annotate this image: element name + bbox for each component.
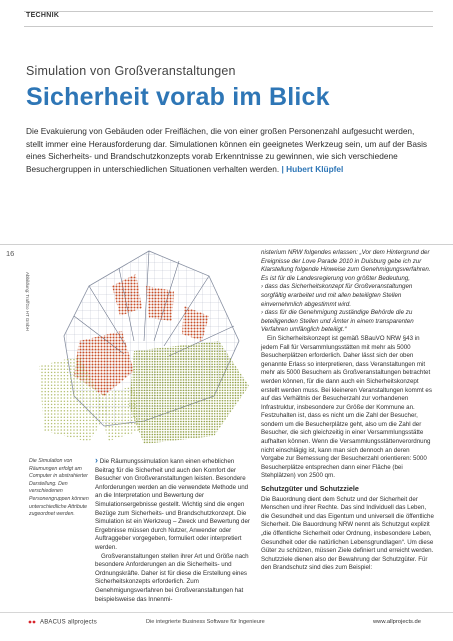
- logo-icon: [28, 619, 38, 625]
- subheading: Schutzgüter und Schutzziele: [261, 484, 359, 494]
- section-header-bar: [24, 11, 433, 27]
- article-lead: [26, 125, 431, 175]
- image-credit: [22, 272, 30, 392]
- author-name: | Hubert Klüpfel: [281, 163, 344, 174]
- paragraph: Ein Sicherheitskonzept ist gemäß SBauVO NRW §43 in jedem Fall für Versammlungsstätten mit mehr als 5000 Besucherplätzen erforderlich. Daher lässt sich der oben genannte Erlass so interpretieren, dass Veranstaltungen mit mehr als 5000 Besuchern als Großveranstaltungen betrachtet werden können, für die dann auch ein Sicherheitskonzept erstellt werden muss. Bei kleineren Veranstaltungen kommt es auf das Verhältnis der Besucherzahl zur vorhandenen Infrastruktur, insbesondere zur Größe der Kommune an. Festzuhalten ist, dass es nicht um die Zahl der Besucher, sondern um die Besucherplätze geht, also um die Zahl der Besucher, die sich gleichzeitig in einer Versammlungsstätte aufhalten können. Wenn die Versammlungsstättenverordnung nicht einschlägig ist, kann man sich dennoch an deren Vorgabe zur Bemessung der Besucherzahl orientieren: 5000 Besucherplätze entsprechen dann einer Fläche (bei Stehplätzen) von 2500 qm.: [261, 334, 432, 480]
- logo-text: ABACUS allprojects: [40, 619, 97, 626]
- lead-text: Die Evakuierung von Gebäuden oder Freiflächen, die von einer großen Personenzahl aufgesucht werden, stellt immer eine Herausforderung dar. Simulationen können ein geeignetes Werkzeug sein, um auf der Basis eines Sicherheits- und Brandschutzkonzepts vorab Erkenntnisse zu gewinnen, wie sich verschiedene Besuchergruppen in unterschiedlichen Situationen verhalten werden.: [26, 126, 428, 174]
- figure-caption: Die Simulation von Räumungen erfolgt am Computer in abstrahierter Darstellung. Den verschiedenen Personengruppen können unterschiedliche Attribute zugeordnet werden.: [29, 458, 89, 518]
- paragraph: [95, 456, 253, 553]
- article-title: Sicherheit vorab im Blick: [26, 83, 330, 111]
- body-column-left: [95, 456, 253, 604]
- bullet-item: › dass für die Genehmigung zuständige Behörde die zu beteiligenden Stellen und Ämter in einem transparenten Verfahren umfänglich beteiligt.“: [261, 309, 414, 334]
- paragraph-text: Die Räumungssimulation kann einen erheblichen Beitrag für die Sicherheit und auch den Komfort der Besucher von Großveranstaltungen leisten. Besondere Anforderungen werden an die verwendete Methode und an die Interpretation und Bewertung der Simulationsergebnisse gestellt. Wichtig sind die engen Bezüge zum Sicherheits- und Brandschutzkonzept. Die Simulation ist ein Werkzeug – Zweck und Bewertung der Ergebnisse müssen durch Nutzer, Anwender oder Auftraggeber vorgegeben, formuliert oder interpretiert werden.: [95, 458, 250, 551]
- section-label: TECHNIK: [26, 12, 60, 19]
- paragraph: Großveranstaltungen stellen ihrer Art und Größe nach besondere Anforderungen an die Sicherheits- und Ordnungskräfte. Daher ist für diese die Erstellung eines Sicherheitskonzepts erforderlich. Zum Genehmigungsverfahren bei Großveranstaltungen hat beispielsweise das Innenmi-: [95, 552, 249, 603]
- arrow-icon: ›: [95, 455, 98, 465]
- bullet-item: › dass das Sicherheitskonzept für Großveranstaltungen sorgfältig erarbeitet und mit allen beteiligten Stellen einvernehmlich abgestimmt wird.: [261, 283, 413, 308]
- footer-url[interactable]: www.allprojects.de: [373, 619, 422, 625]
- article-kicker: Simulation von Großveranstaltungen: [26, 64, 236, 78]
- divider: [0, 244, 453, 245]
- paragraph: Die Bauordnung dient dem Schutz und der Sicherheit der Menschen und ihrer Rechte. Das sind Individuell das Leben, die Gesundheit und das Eigentum und universell die öffentliche Sicherheit. Die Bauordnung NRW nennt als Schutzgut explizit „die öffentliche Sicherheit oder Ordnung, insbesondere Leben, Gesundheit oder die natürlichen Lebensgrundlagen“. Um diese Güter zu schützen, müssen Ziele definiert und erreicht werden. Schutzziele dienen also der Bewahrung der Schutzgüter. Für den Brandschutz sind dies zum Beispiel:: [261, 495, 434, 572]
- footer-logo: [28, 619, 97, 626]
- page-number: 16: [6, 249, 15, 258]
- evacuation-simulation-image: [34, 246, 253, 444]
- body-column-right: [261, 249, 434, 573]
- image-credit-text: Abbildung: TraffGo HT GmbH: [25, 272, 30, 331]
- footer-tagline: Die integrierte Business Software für Ingenieure: [146, 619, 265, 625]
- footer-bar: [0, 612, 453, 641]
- paragraph: nisterium NRW folgendes erlassen: „Vor dem Hintergrund der Ereignisse der Love Parade 2010 in Duisburg gebe ich zur Klarstellung folgende Hinweise zum Genehmigungsverfahren. Es ist für die Landesregierung von größter Bedeutung,: [261, 249, 431, 282]
